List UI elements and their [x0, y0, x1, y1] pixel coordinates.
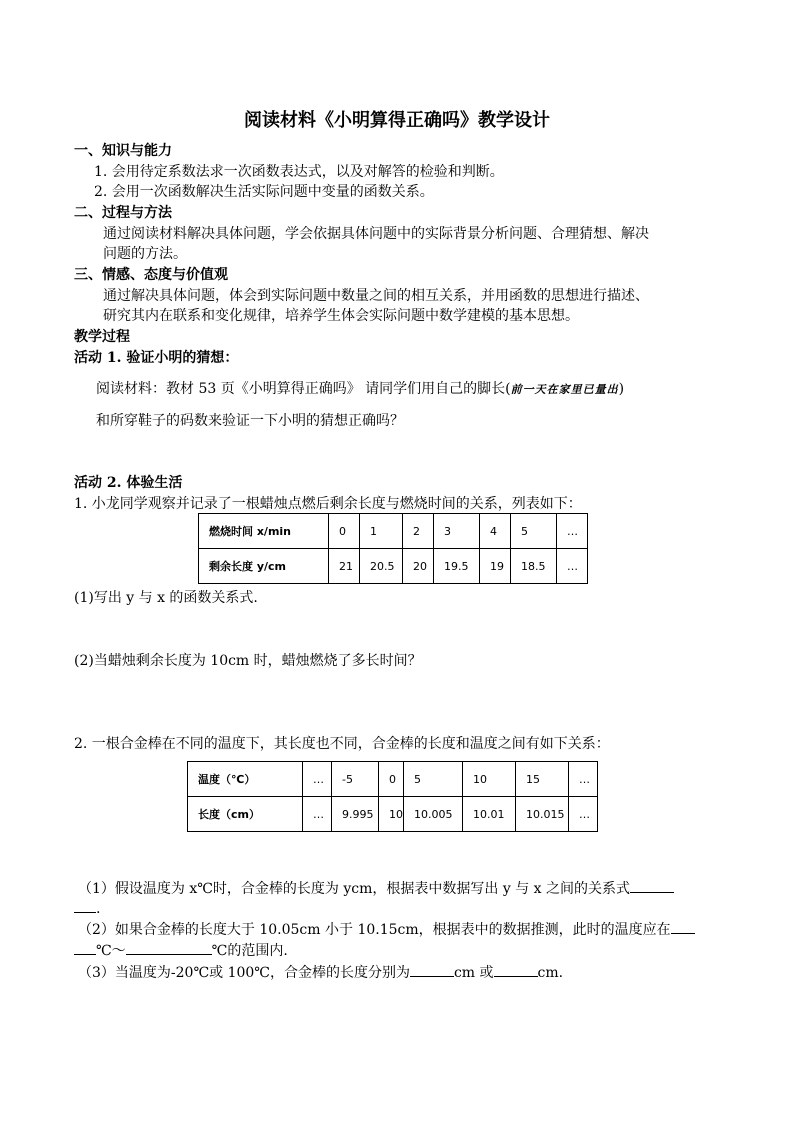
- question-2-part-2-line-1: [78, 919, 695, 939]
- section-3-heading: 三、情感、态度与价值观: [74, 267, 228, 283]
- question-1-intro: 1. 小龙同学观察并记录了一根蜡烛点燃后剩余长度与燃烧时间的关系，列表如下：: [74, 496, 582, 512]
- question-1-part-2: (2)当蜡烛剩余长度为 10cm 时，蜡烛燃烧了多长时间？: [74, 653, 422, 669]
- section-1-heading: 一、知识与能力: [74, 143, 172, 159]
- process-heading: 教学过程: [74, 329, 130, 345]
- activity-1-line-2: 和所穿鞋子的码数来验证一下小明的猜想正确吗？: [96, 413, 404, 429]
- activity-1-line-1: [96, 378, 624, 398]
- question-2-part-1-line-1: [78, 878, 674, 898]
- question-2-part-3: [78, 962, 563, 982]
- table-cell: 燃烧时间 x/min: [199, 514, 329, 549]
- table-cell: …: [569, 762, 598, 797]
- question-2-part-1-text: （1）假设温度为 x℃时，合金棒的长度为 ycm，根据表中数据写出 y 与 x 之间的关系式: [78, 881, 630, 897]
- answer-blank-1-cont[interactable]: [74, 898, 96, 913]
- table-cell: 20: [403, 549, 434, 584]
- table-cell: 21: [329, 549, 360, 584]
- table-cell: 10: [463, 762, 516, 797]
- question-2-part-2-line-2: [74, 940, 288, 960]
- answer-blank-1[interactable]: [630, 878, 674, 893]
- answer-blank-3[interactable]: [126, 940, 212, 955]
- alloy-table: [187, 761, 598, 832]
- activity-2-heading: 活动 2. 体验生活: [74, 475, 183, 491]
- activity-1-close: ): [618, 381, 625, 397]
- section-3-line-1: 通过解决具体问题，体会到实际问题中数量之间的相互关系，并用函数的思想进行描述、: [103, 288, 649, 304]
- answer-blank-5[interactable]: [494, 962, 538, 977]
- section-1-item-1: 1. 会用待定系数法求一次函数表达式，以及对解答的检验和判断。: [94, 164, 504, 180]
- table-cell: 20.5: [360, 549, 403, 584]
- table-cell: 19.5: [434, 549, 480, 584]
- activity-1-text: 阅读材料：教材 53 页《小明算得正确吗》 请同学们用自己的脚长(: [96, 381, 511, 397]
- activity-1-note: 前一天在家里已量出: [510, 383, 619, 396]
- table-cell: 剩余长度 y/cm: [199, 549, 329, 584]
- question-2-part-1-line-2: [74, 898, 100, 917]
- table-cell: …: [557, 549, 588, 584]
- table-cell: 长度（cm）: [188, 797, 303, 832]
- table-cell: 5: [404, 762, 463, 797]
- table-cell: 1: [360, 514, 403, 549]
- question-2-intro: 2. 一根合金棒在不同的温度下，其长度也不同，合金棒的长度和温度之间有如下关系：: [74, 736, 610, 752]
- table-cell: 10.005: [404, 797, 463, 832]
- table-cell: …: [557, 514, 588, 549]
- table-cell: …: [303, 762, 332, 797]
- section-1-item-2: 2. 会用一次函数解决生活实际问题中变量的函数关系。: [94, 184, 434, 200]
- table-cell: -5: [332, 762, 379, 797]
- table-cell: 10.015: [516, 797, 569, 832]
- section-2-line-2: 问题的方法。: [103, 246, 187, 262]
- answer-blank-2-cont[interactable]: [74, 940, 96, 955]
- candle-table: [198, 513, 588, 584]
- table-row: [199, 549, 588, 584]
- section-2-line-1: 通过阅读材料解决具体问题，学会依据具体问题中的实际背景分析问题、合理猜想、解决: [103, 226, 649, 242]
- question-2-part-2-text: （2）如果合金棒的长度大于 10.05cm 小于 10.15cm，根据表中的数据推测，此时的温度应在: [78, 922, 671, 938]
- table-cell: …: [569, 797, 598, 832]
- question-1-part-1: (1)写出 y 与 x 的函数关系式.: [74, 590, 258, 606]
- table-cell: 0: [329, 514, 360, 549]
- table-row: [199, 514, 588, 549]
- page-title: 阅读材料《小明算得正确吗》教学设计: [244, 110, 550, 131]
- section-3-line-2: 研究其内在联系和变化规律，培养学生体会实际问题中数学建模的基本思想。: [103, 308, 579, 324]
- table-cell: 3: [434, 514, 480, 549]
- table-row: [188, 797, 598, 832]
- table-cell: 5: [511, 514, 557, 549]
- table-cell: 温度（℃）: [188, 762, 303, 797]
- section-2-heading: 二、过程与方法: [74, 205, 172, 221]
- question-2-part-3-mid: cm 或: [453, 965, 494, 981]
- table-cell: 15: [516, 762, 569, 797]
- question-2-part-1-end: .: [96, 901, 101, 917]
- answer-blank-4[interactable]: [410, 962, 454, 977]
- table-cell: 0: [379, 762, 404, 797]
- answer-blank-2[interactable]: [671, 919, 695, 934]
- table-cell: 4: [480, 514, 511, 549]
- activity-1-heading: 活动 1. 验证小明的猜想：: [74, 350, 239, 366]
- table-cell: …: [303, 797, 332, 832]
- question-2-part-3-end: cm.: [537, 965, 564, 981]
- question-2-part-2-end: ℃的范围内.: [211, 943, 288, 959]
- table-cell: 10: [379, 797, 404, 832]
- question-2-part-3-text: （3）当温度为-20℃或 100℃，合金棒的长度分别为: [78, 965, 410, 981]
- table-cell: 2: [403, 514, 434, 549]
- table-cell: 10.01: [463, 797, 516, 832]
- question-2-part-2-mid: ℃～: [96, 943, 126, 959]
- table-cell: 19: [480, 549, 511, 584]
- table-cell: 18.5: [511, 549, 557, 584]
- table-cell: 9.995: [332, 797, 379, 832]
- table-row: [188, 762, 598, 797]
